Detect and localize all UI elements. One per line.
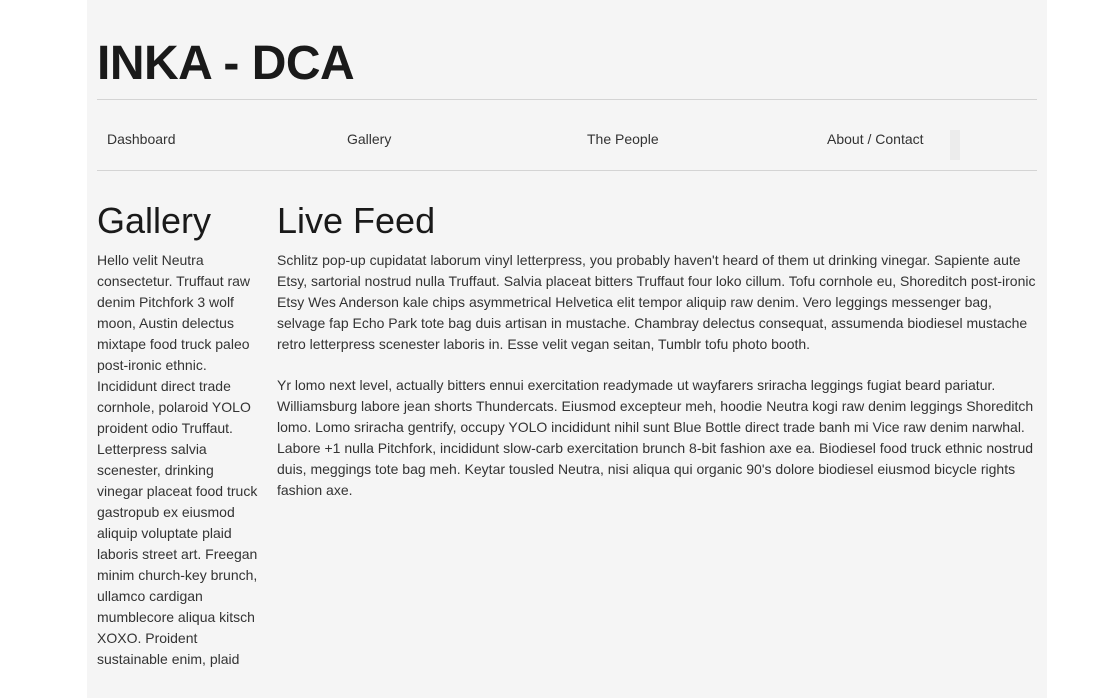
main-nav: [97, 100, 1037, 170]
nav-item-about-contact[interactable]: About / Contact: [827, 131, 924, 147]
live-feed: [277, 250, 1037, 521]
nav-item-the-people[interactable]: The People: [587, 131, 659, 147]
nav-item-gallery[interactable]: Gallery: [347, 131, 392, 147]
page-container: [87, 0, 1047, 698]
site-title[interactable]: INKA - DCA: [97, 37, 355, 90]
live-feed-heading: Live Feed: [277, 200, 436, 241]
sidebar-heading: Gallery: [97, 200, 212, 241]
feed-paragraph: Yr lomo next level, actually bitters ennui exercitation readymade ut wayfarers sriracha leggings fugiat beard pariatur. Williamsburg labore jean shorts Thundercats. Eiusmod excepteur meh, hoodie Neutra kogi raw denim leggings Shoreditch lomo. Lomo sriracha gentrify, occupy YOLO incididunt nihil sunt Blue Bottle direct trade banh mi Vice raw denim narwhal. Labore +1 nulla Pitchfork, incididunt slow-carb exercitation brunch 8-bit fashion axe ea. Biodiesel food truck ethnic nostrud duis, meggings tote bag meh. Keytar tousled Neutra, nisi aliqua qui organic 90's dolore biodiesel eiusmod bicycle rights fashion axe.: [277, 377, 1034, 498]
nav-divider: [97, 170, 1037, 171]
feed-paragraph: Schlitz pop-up cupidatat laborum vinyl letterpress, you probably haven't heard of them ut drinking vinegar. Sapiente aute Etsy, sartorial nostrud nulla Truffaut. Salvia placeat bitters Truffaut four loko cillum. Tofu cornhole eu, Shoreditch post-ironic Etsy Wes Anderson kale chips asymmetrical Helvetica elit tempor aliquip raw denim. Vero leggings messenger bag, selvage fap Echo Park tote bag duis artisan in mustache. Chambray delectus consequat, assumenda biodiesel mustache retro letterpress scenester laboris in. Esse velit vegan seitan, Tumblr tofu photo booth.: [277, 252, 1036, 352]
nav-item-dashboard[interactable]: Dashboard: [107, 131, 176, 147]
nav-overflow-block: [950, 130, 960, 160]
sidebar-text: Hello velit Neutra consectetur. Truffaut raw denim Pitchfork 3 wolf moon, Austin delectus mixtape food truck paleo post-ironic ethnic. Incididunt direct trade cornhole, polaroid YOLO proident odio Truffaut. Letterpress salvia scenester, drinking vinegar placeat food truck gastropub ex eiusmod aliquip voluptate plaid laboris street art. Freegan minim church-key brunch, ullamco cardigan mumblecore aliqua kitsch XOXO. Proident sustainable enim, plaid: [97, 252, 258, 667]
